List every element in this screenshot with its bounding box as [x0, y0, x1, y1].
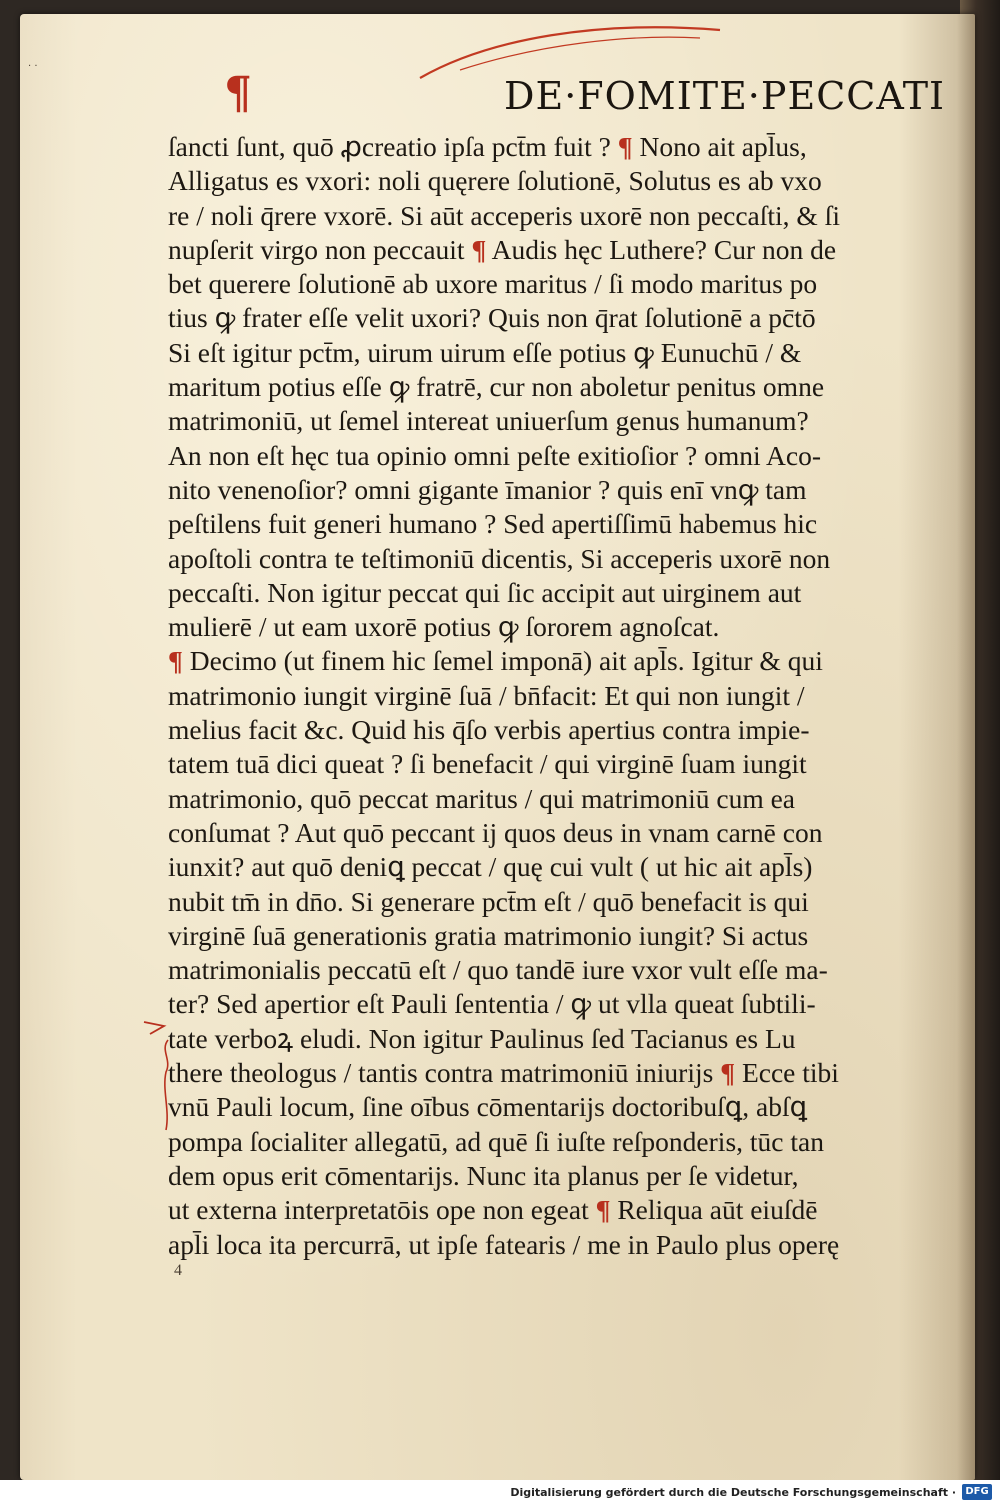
text-line: nupſerit virgo non peccauit ¶ Audis hęc Luthere? Cur non de [168, 233, 837, 265]
catchword: 4 [174, 1262, 182, 1279]
text-line: melius facit &c. Quid his q̄ſo verbis apertius contra impie- [168, 714, 810, 746]
text-line: re / noli q̄rere vxorē. Si aūt acceperis uxorē non peccaſti, & ſi [168, 199, 840, 231]
paragraph-mark: ¶ [168, 645, 183, 677]
body-text [168, 130, 928, 1262]
footer-credit: Digitalisierung gefördert durch die Deutsche Forschungsgemeinschaft · [510, 1486, 956, 1499]
running-heading [224, 68, 946, 120]
text-line: ter? Sed apertior eſt Pauli ſententia / ꝙ ut vlla queat ſubtili- [168, 988, 816, 1020]
heading-title: DE·FOMITE·PECCATI [504, 74, 946, 118]
text-line: nito venenoſior? omni gigante īmanior ? quis enī vnꝙ tam [168, 473, 807, 505]
text-line: mulierē / ut eam uxorē potius ꝙ ſororem agnoſcat. [168, 611, 720, 643]
text-line: peſtilens fuit generi humano ? Sed apertiſſimū habemus hic [168, 508, 818, 540]
heading-pilcrow: ¶ [224, 68, 253, 119]
text-line: ¶ Decimo (ut finem hic ſemel imponā) ait apl̄s. Igitur & qui [168, 645, 823, 677]
corner-specks: . . [28, 58, 38, 69]
text-line: An non eſt hęc tua opinio omni peſte exitioſior ? omni Aco- [168, 439, 821, 471]
text-line: dem opus erit cōmentarijs. Nunc ita planus per ſe videtur, [168, 1159, 799, 1191]
dfg-logo: DFG [962, 1484, 992, 1500]
text-line: tate verboꝝ eludi. Non igitur Paulinus ſed Tacianus es Lu [168, 1022, 796, 1054]
paragraph-mark: ¶ [720, 1057, 736, 1089]
text-line: matrimonio, quō peccat maritus / qui matrimoniū cum ea [168, 782, 795, 814]
text-line: tius ꝙ frater eſſe velit uxori? Quis non q̄rat ſolutionē a pc̄tō [168, 302, 816, 334]
text-line: Si eſt igitur pct̄m, uirum uirum eſſe potius ꝙ Eunuchū / & [168, 336, 802, 368]
text-line: vnū Pauli locum, ſine oībus cōmentarijs doctoribuſꝗ, abſꝗ [168, 1091, 808, 1123]
text-line: there theologus / tantis contra matrimoniū iniurijs ¶ Ecce tibi [168, 1057, 839, 1089]
text-line: maritum potius eſſe ꝙ fratrē, cur non aboletur penitus omne [168, 371, 825, 403]
text-line: bet querere ſolutionē ab uxore maritus / ſi modo maritus po [168, 268, 818, 300]
text-line: apoſtoli contra te teſtimoniū dicentis, Si acceperis uxorē non [168, 542, 831, 574]
text-line: virginē ſuā generationis gratia matrimonio iungit? Si actus [168, 919, 809, 951]
text-line: pompa ſocialiter allegatū, ad quē ſi iuſte reſponderis, tūc tan [168, 1125, 824, 1157]
text-line: apl̄i loca ita percurrā, ut ipſe fatearis / me in Paulo plus operę [168, 1228, 840, 1260]
paragraph-mark: ¶ [617, 131, 633, 162]
text-line: peccaſti. Non igitur peccat qui ſic accipit aut uirginem aut [168, 576, 802, 608]
text-line: matrimonio iungit virginē ſuā / bn̄facit: Et qui non iungit / [168, 679, 805, 711]
text-line: nubit tm̄ in dn̄o. Si generare pct̄m eſt / quō benefacit is qui [168, 885, 809, 917]
margin-annotation-marks [140, 1000, 180, 1140]
text-line: matrimoniū, ut ſemel intereat uniuerſum genus humanum? [168, 405, 809, 437]
paragraph-mark: ¶ [471, 233, 487, 265]
text-line: ſancti ſunt, quō ꝓcreatio ipſa pct̄m fuit ? ¶ Nono ait apl̄us, [168, 131, 807, 162]
text-line: Alligatus es vxori: noli quęrere ſolutionē, Solutus es ab vxo [168, 165, 822, 197]
text-line: tatem tuā dici queat ? ſi benefacit / qui virginē ſuam iungit [168, 748, 807, 780]
text-line: ut externa interpretatōis ope non egeat ¶ Reliqua aūt eiuſdē [168, 1194, 818, 1226]
paragraph-mark: ¶ [595, 1194, 611, 1226]
text-line: iunxit? aut quō deniꝗ peccat / quę cui vult ( ut hic ait apl̄s) [168, 851, 813, 883]
text-line: conſumat ? Aut quō peccant ij quos deus in vnam carnē con [168, 816, 823, 848]
page-edge-shading [957, 14, 975, 1480]
footer-bar [0, 1480, 1000, 1507]
text-line: matrimonialis peccatū eſt / quo tandē iure vxor vult eſſe ma- [168, 954, 828, 986]
